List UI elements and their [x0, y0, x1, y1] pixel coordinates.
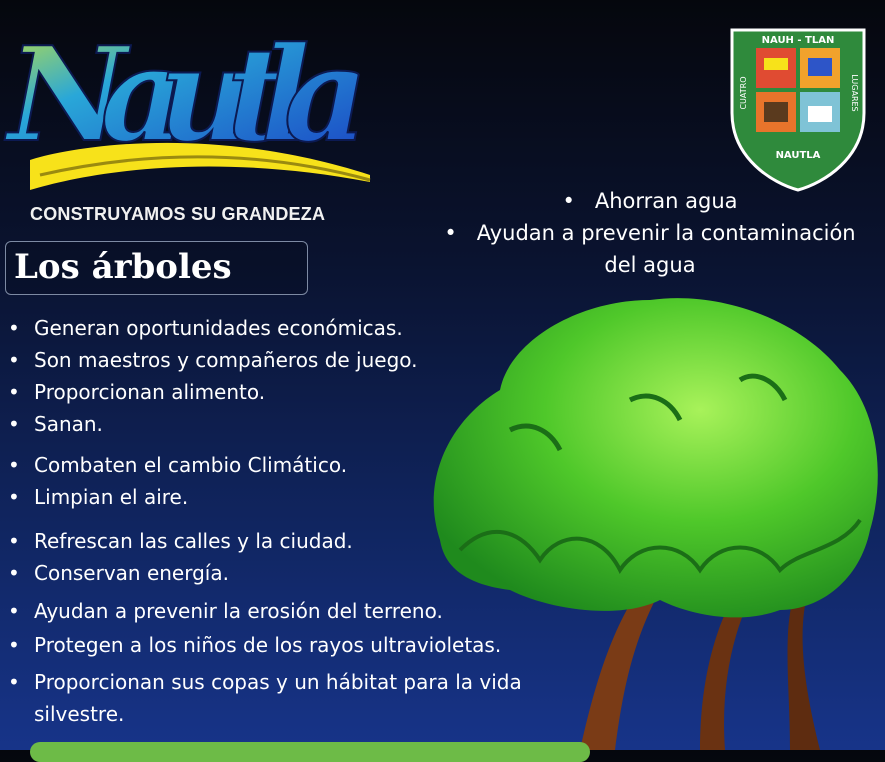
- bullet-icon: •: [8, 599, 20, 623]
- nautla-logo: [0, 0, 400, 200]
- page-title: Los árboles: [14, 247, 232, 287]
- list-item-text: silvestre.: [34, 702, 125, 726]
- municipal-seal: [724, 18, 872, 193]
- list-item: [8, 482, 188, 513]
- bullet-icon: •: [444, 221, 457, 245]
- bullet-icon: •: [8, 453, 20, 477]
- list-item: [8, 345, 418, 376]
- list-item: [8, 558, 229, 589]
- list-item-text: Ahorran agua: [594, 189, 738, 213]
- list-item: [8, 526, 353, 557]
- list-item-text: Proporcionan sus copas y un hábitat para la vida: [34, 670, 522, 694]
- list-item: [8, 667, 522, 698]
- list-item-text: Combaten el cambio Climático.: [34, 453, 348, 477]
- list-item-text: Son maestros y compañeros de juego.: [34, 348, 418, 372]
- bullet-icon: •: [8, 670, 20, 694]
- bullet-icon: •: [8, 529, 20, 553]
- seal-left-text: CUATRO: [739, 76, 748, 110]
- list-item: [8, 313, 403, 344]
- bullet-icon: •: [8, 485, 20, 509]
- bottom-bar: [30, 742, 590, 762]
- list-item: [8, 377, 265, 408]
- list-item-text: Limpian el aire.: [34, 485, 189, 509]
- list-item: [430, 218, 870, 249]
- seal-bottom-text: NAUTLA: [775, 150, 821, 161]
- list-item-text: Ayudan a prevenir la contaminación: [476, 221, 856, 245]
- list-item-text: Proporcionan alimento.: [34, 380, 266, 404]
- bullet-icon: •: [8, 380, 20, 404]
- list-item-text: Protegen a los niños de los rayos ultravioletas.: [34, 633, 502, 657]
- title-box: [5, 241, 308, 295]
- list-item: [8, 450, 347, 481]
- list-item: [8, 596, 443, 627]
- list-item-text: Conservan energía.: [34, 561, 229, 585]
- list-item: [8, 630, 501, 661]
- list-item: [430, 186, 870, 217]
- bullet-icon: •: [8, 348, 20, 372]
- bullet-icon: •: [8, 316, 20, 340]
- seal-right-text: LUGARES: [850, 74, 859, 112]
- bullet-icon: •: [8, 561, 20, 585]
- bullet-icon: •: [562, 189, 575, 213]
- list-item-text: del agua: [604, 253, 696, 277]
- bullet-icon: •: [8, 412, 20, 436]
- bullet-icon: •: [8, 633, 20, 657]
- seal-top-text: NAUH - TLAN: [761, 35, 835, 46]
- tagline: CONSTRUYAMOS SU GRANDEZA: [30, 204, 326, 224]
- list-item-continuation: [8, 699, 124, 730]
- logo-text: Nautla: [8, 18, 368, 171]
- list-item-text: Refrescan las calles y la ciudad.: [34, 529, 353, 553]
- list-item-continuation: [430, 250, 870, 281]
- list-item-text: Sanan.: [34, 412, 103, 436]
- list-item-text: Generan oportunidades económicas.: [34, 316, 403, 340]
- list-item-text: Ayudan a prevenir la erosión del terreno.: [34, 599, 443, 623]
- list-item: [8, 409, 103, 440]
